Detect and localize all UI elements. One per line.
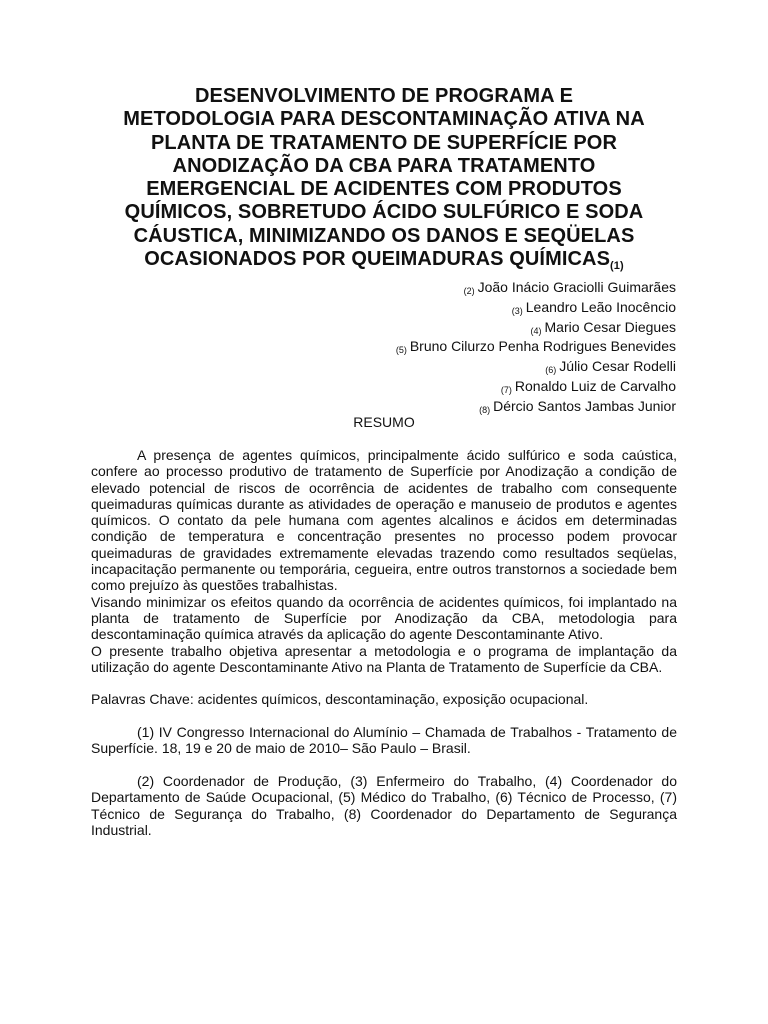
author-name: João Inácio Graciolli Guimarães <box>477 279 676 295</box>
author-ref: (5) <box>395 345 407 356</box>
author-name: Dércio Santos Jambas Junior <box>493 397 676 414</box>
author-line <box>396 358 676 378</box>
author-name: Júlio Cesar Rodelli <box>559 358 676 375</box>
keywords: Palavras Chave: acidentes químicos, descontaminação, exposição ocupacional. <box>91 691 589 708</box>
author-ref: (4) <box>530 325 542 336</box>
author-line <box>396 299 676 319</box>
abstract-paragraph: Visando minimizar os efeitos quando da ocorrência de acidentes químicos, foi implantado na planta de tratamento de Superfície por Anodização da CBA, metodologia para descontaminação química através da aplicação do agente Descontaminante Ativo. <box>91 593 677 643</box>
author-ref: (7) <box>500 384 512 395</box>
title-line-last <box>100 248 668 274</box>
author-name: Mario Cesar Diegues <box>544 318 676 335</box>
author-line <box>396 319 676 339</box>
title-line: EMERGENCIAL DE ACIDENTES COM PRODUTOS <box>146 178 622 201</box>
author-name: Leandro Leão Inocêncio <box>525 298 676 315</box>
author-ref: (2) <box>463 286 475 296</box>
footnote-roles: (2) Coordenador de Produção, (3) Enfermeiro do Trabalho, (4) Coordenador do Departamento de Saúde Ocupacional, (5) Médico do Trabalho, (6) Técnico de Processo, (7) Técnico de Segurança do Trabalho, (8) Coordenador do Departamento de Segurança Industrial. <box>91 772 677 838</box>
author-name: Ronaldo Luiz de Carvalho <box>514 377 676 394</box>
author-name: Bruno Cilurzo Penha Rodrigues Benevides <box>409 338 676 355</box>
paper-title <box>100 85 668 274</box>
author-line <box>396 378 676 398</box>
author-ref: (8) <box>479 404 491 415</box>
author-line <box>396 338 676 358</box>
author-list <box>396 279 676 418</box>
title-footnote-ref: (1) <box>610 260 624 273</box>
title-line: ANODIZAÇÃO DA CBA PARA TRATAMENTO <box>172 154 596 177</box>
author-line <box>396 279 676 299</box>
title-line: DESENVOLVIMENTO DE PROGRAMA E <box>194 85 574 107</box>
abstract-paragraph: O presente trabalho objetiva apresentar a metodologia e o programa de implantação da utilização do agente Descontaminante Ativo na Planta de Tratamento de Superfície da CBA. <box>91 642 677 675</box>
title-line: PLANTA DE TRATAMENTO DE SUPERFÍCIE POR <box>150 131 618 154</box>
footnote-event: (1) IV Congresso Internacional do Alumínio – Chamada de Trabalhos - Tratamento de Superfície. 18, 19 e 20 de maio de 2010– São Paulo – Brasil. <box>91 724 677 757</box>
abstract-paragraph: A presença de agentes químicos, principalmente ácido sulfúrico e soda caústica, confere ao processo produtivo de tratamento de Superfície por Anodização a condição de elevado potencial de riscos de ocorrência de acidentes de trabalho com consequente queimaduras químicas durante as atividades de operação e manuseio de produtos e agentes químicos. O contato da pele humana com agentes alcalinos e ácidos em determinadas condição de temperatura e concentração presentes no processo podem provocar queimaduras de gravidades extremamente elevadas trazendo como resultados seqüelas, incapacitação permanente ou temporária, cegueira, entre outros transtornos a sociedade bem como prejuízo às questões trabalhistas. <box>91 447 677 594</box>
author-ref: (3) <box>511 305 523 316</box>
author-ref: (6) <box>545 365 557 376</box>
title-line: METODOLOGIA PARA DESCONTAMINAÇÃO ATIVA NA <box>123 108 645 131</box>
abstract-body <box>91 447 677 838</box>
resumo-heading: RESUMO <box>353 414 415 430</box>
title-line-text: OCASIONADOS POR QUEIMADURAS QUÍMICAS <box>144 248 611 271</box>
title-line: QUÍMICOS, SOBRETUDO ÁCIDO SULFÚRICO E SODA <box>124 201 644 224</box>
title-line: CÁUSTICA, MINIMIZANDO OS DANOS E SEQÜELAS <box>133 224 635 247</box>
